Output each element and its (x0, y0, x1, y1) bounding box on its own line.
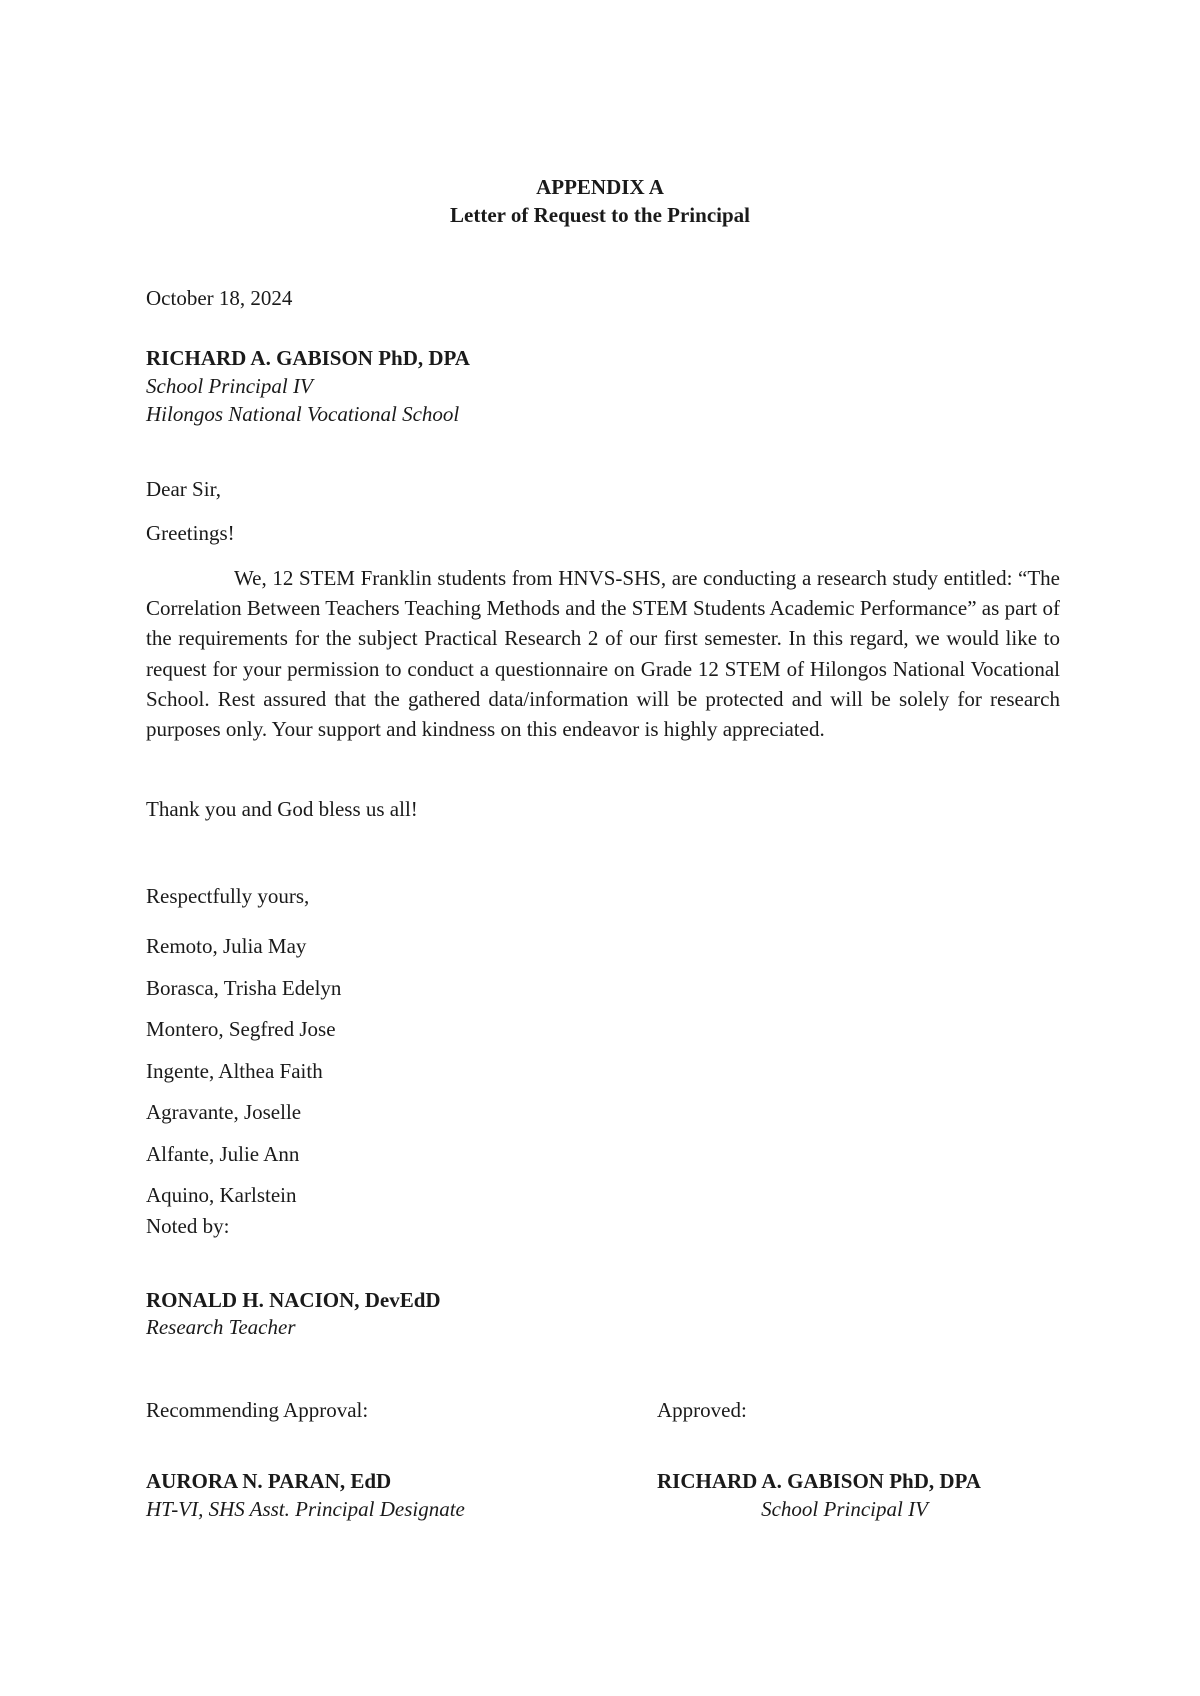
letter-date: October 18, 2024 (146, 286, 293, 310)
recipient-position: School Principal IV (146, 374, 313, 398)
approved-label: Approved: (657, 1398, 747, 1422)
signatory-name: Alfante, Julie Ann (146, 1141, 300, 1166)
noted-by-title: Research Teacher (146, 1315, 296, 1339)
signatory-name: Montero, Segfred Jose (146, 1017, 336, 1041)
thanks-line: Thank you and God bless us all! (146, 797, 418, 821)
recipient-name: RICHARD A. GABISON PhD, DPA (146, 346, 470, 370)
signatory-name: Aquino, Karlstein (146, 1183, 297, 1207)
signatory-list (146, 926, 341, 1217)
greeting: Greetings! (146, 521, 235, 545)
document-title: Letter of Request to the Principal (450, 203, 750, 227)
signatory-name: Agravante, Joselle (146, 1100, 302, 1124)
closing-line: Respectfully yours, (146, 884, 310, 908)
approver-name: RICHARD A. GABISON PhD, DPA (657, 1469, 981, 1493)
recommending-title: HT-VI, SHS Asst. Principal Designate (146, 1497, 465, 1521)
signatory-name: Borasca, Trisha Edelyn (146, 975, 342, 1000)
appendix-label: APPENDIX A (536, 175, 664, 199)
signatory-name: Ingente, Althea Faith (146, 1058, 323, 1083)
noted-by-name: RONALD H. NACION, DevEdD (146, 1288, 441, 1312)
recipient-school: Hilongos National Vocational School (146, 402, 460, 426)
signatory-name: Remoto, Julia May (146, 934, 307, 958)
recommending-approval-label: Recommending Approval: (146, 1398, 369, 1422)
letter-body: We, 12 STEM Franklin students from HNVS-SHS, are conducting a research study entitled: “The Correlation Between Teachers Teaching Methods and the STEM Students Academic Performance” as part of the requirements for the subject Practical Research 2 of our first semester. In this regard, we would like to request for your permission to conduct a questionnaire on Grade 12 STEM of Hilongos National Vocational School. Rest assured that the gathered data/information will be protected and will be solely for research purposes only. Your support and kindness on this endeavor is highly appreciated. (146, 566, 1060, 742)
noted-by-label: Noted by: (146, 1214, 230, 1238)
approver-title: School Principal IV (761, 1497, 928, 1521)
recommending-name: AURORA N. PARAN, EdD (146, 1469, 392, 1493)
salutation: Dear Sir, (146, 477, 221, 501)
